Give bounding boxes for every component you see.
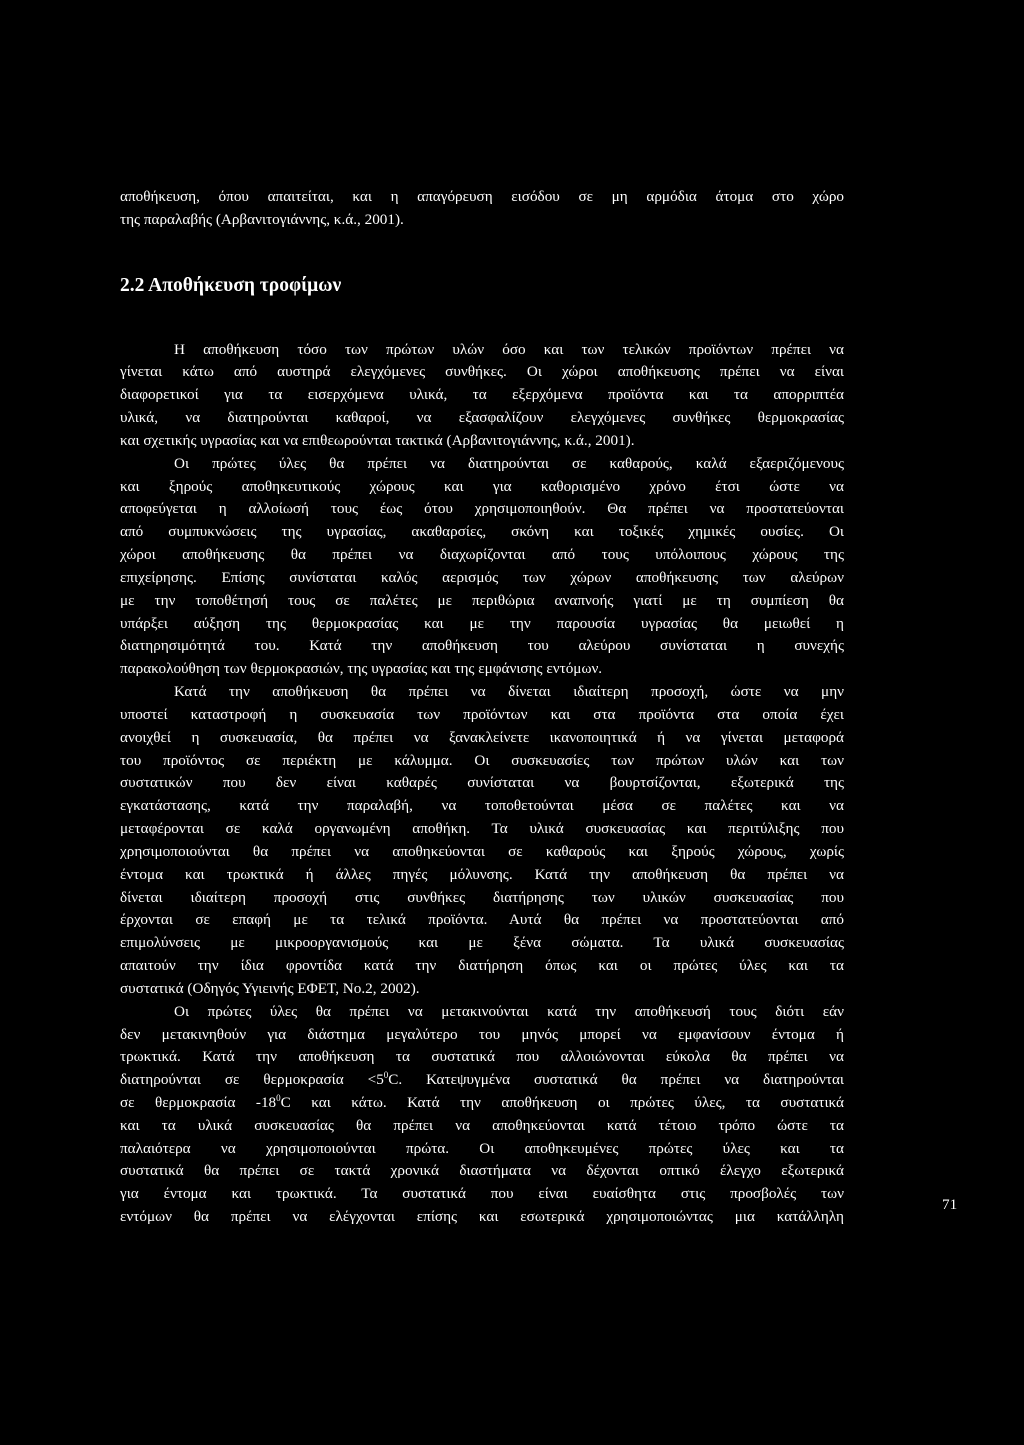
text-line: επιχείρησης. Επίσης συνίσταται καλός αερισμός των χώρων αποθήκευσης των αλεύρων <box>120 568 844 586</box>
text-fragment: διατηρούνται σε θερμοκρασία <5 <box>120 1071 384 1089</box>
text-line: με την τοποθέτησή τους σε παλέτες με περιθώρια αναπνοής γιατί με τη συμπίεση θα <box>120 591 844 609</box>
text-line: από συμπυκνώσεις της υγρασίας, ακαθαρσίες, σκόνη και τοξικές χημικές ουσίες. Οι <box>120 523 844 541</box>
section-heading: 2.2 Αποθήκευση τροφίμων <box>120 274 342 296</box>
superscript-degree: 0 <box>276 1092 281 1103</box>
text-line: αποθήκευση, όπου απαιτείται, και η απαγόρευση εισόδου σε μη αρμόδια άτομα στο χώρο <box>120 188 844 205</box>
text-line: ανοιχθεί η συσκευασία, θα πρέπει να ξανακλείνετε ικανοποιητικά ή να γίνεται μεταφορά <box>120 728 844 746</box>
text-line: εγκατάστασης, κατά την παραλαβή, να τοποθετούνται μέσα σε παλέτες και να <box>120 797 844 815</box>
text-fragment: σε θερμοκρασία -18 <box>120 1093 277 1111</box>
text-line: δίνεται ιδιαίτερη προσοχή στις συνθήκες διατήρησης των υλικών συσκευασίας που <box>120 888 844 906</box>
text-line: υλικά, να διατηρούνται καθαροί, να εξασφαλίζουν ελεγχόμενες συνθήκες θερμοκρασίας <box>120 409 844 427</box>
text-line: Κατά την αποθήκευση θα πρέπει να δίνεται ιδιαίτερη προσοχή, ώστε να μην <box>174 683 844 701</box>
text-line: δεν μετακινηθούν για διάστημα μεγαλύτερο του μηνός μπορεί να εμφανίσουν έντομα ή <box>120 1025 844 1043</box>
text-line: Οι πρώτες ύλες θα πρέπει να μετακινούνται κατά την αποθήκευσή τους διότι εάν <box>174 1002 844 1020</box>
text-line: απαιτούν την ίδια φροντίδα κατά την διατήρηση όπως και οι πρώτες ύλες και τα <box>120 957 844 975</box>
document-page <box>120 186 958 1229</box>
text-line: διαφορετικοί για τα εισερχόμενα υλικά, τα εξερχόμενα προϊόντα και τα απορριπτέα <box>120 386 844 404</box>
text-line: επιμολύνσεις με μικροοργανισμούς και με ξένα σώματα. Τα υλικά συσκευασίας <box>120 934 844 952</box>
text-line-with-superscript <box>120 1069 844 1092</box>
text-line: και ξηρούς αποθηκευτικούς χώρους και για καθορισμένο χρόνο έτσι ώστε να <box>120 477 844 495</box>
text-line: γίνεται κάτω από αυστηρά ελεγχόμενες συνθήκες. Οι χώροι αποθήκευσης πρέπει να είναι <box>120 363 844 381</box>
text-line: υποστεί καταστροφή η συσκευασία των προϊόντων και στα προϊόντα στα οποία έχει <box>120 705 844 723</box>
text-line: του προϊόντος σε περιέκτη με κάλυμμα. Οι συσκευασίες των πρώτων υλών και των <box>120 751 844 769</box>
text-line: υπάρξει αύξηση της θερμοκρασίας και με την παρουσία υγρασίας θα μειωθεί η <box>120 614 844 632</box>
text-line: της παραλαβής (Αρβανιτογιάννης, κ.ά., 2001). <box>120 210 404 228</box>
page-number: 71 <box>942 1196 958 1213</box>
text-line: μεταφέρονται σε καλά οργανωμένη αποθήκη. Τα υλικά συσκευασίας και περιτύλιξης που <box>120 820 844 838</box>
text-fragment: C. Κατεψυγμένα συστατικά θα πρέπει να διατηρούνται <box>388 1071 844 1089</box>
text-line: έρχονται σε επαφή με τα τελικά προϊόντα. Αυτά θα πρέπει να προστατεύονται από <box>120 911 844 929</box>
text-line: χρησιμοποιούνται θα πρέπει να αποθηκεύονται σε καθαρούς και ξηρούς χώρους, χωρίς <box>120 842 844 860</box>
text-line: συστατικών που δεν είναι καθαρές συνίσταται να βουρτσίζονται, εξωτερικά της <box>120 774 844 792</box>
superscript-degree: 0 <box>383 1070 389 1081</box>
text-line: Η αποθήκευση τόσο των πρώτων υλών όσο και των τελικών προϊόντων πρέπει να <box>174 340 844 358</box>
text-line: για έντομα και τρωκτικά. Τα συστατικά που είναι ευαίσθητα στις προσβολές των <box>120 1185 844 1203</box>
text-line: συστατικά (Οδηγός Υγιεινής ΕΦΕΤ, Νο.2, 2002). <box>120 979 420 997</box>
text-line: έντομα και τρωκτικά ή άλλες πηγές μόλυνσης. Κατά την αποθήκευση θα πρέπει να <box>120 865 844 883</box>
text-line: τρωκτικά. Κατά την αποθήκευση τα συστατικά που αλλοιώνονται εύκολα θα πρέπει να <box>120 1048 844 1066</box>
text-line: και τα υλικά συσκευασίας θα πρέπει να αποθηκεύονται κατά τέτοιο τρόπο ώστε τα <box>120 1116 844 1134</box>
text-line-with-superscript <box>120 1092 844 1115</box>
text-line: διατηρησιμότητά του. Κατά την αποθήκευση του αλεύρου συνίσταται η συνεχής <box>120 637 844 655</box>
text-line: και σχετικής υγρασίας και να επιθεωρούνται τακτικά (Αρβανιτογιάννης, κ.ά., 2001). <box>120 431 635 449</box>
text-fragment: C και κάτω. Κατά την αποθήκευση οι πρώτες ύλες, τα συστατικά <box>280 1093 845 1111</box>
text-line: συστατικά θα πρέπει σε τακτά χρονικά διαστήματα να δέχονται οπτικό έλεγχο εξωτερικά <box>120 1162 844 1180</box>
text-line: αποφεύγεται η αλλοίωσή τους έως ότου χρησιμοποιηθούν. Θα πρέπει να προστατεύονται <box>120 500 844 518</box>
text-line: Οι πρώτες ύλες θα πρέπει να διατηρούνται σε καθαρούς, καλά εξαεριζόμενους <box>174 454 844 472</box>
text-line: χώροι αποθήκευσης θα πρέπει να διαχωρίζονται από τους υπόλοιπους χώρους της <box>120 546 844 564</box>
text-line: παρακολούθηση των θερμοκρασιών, της υγρασίας και της εμφάνισης εντόμων. <box>120 660 603 678</box>
text-line: παλαιότερα να χρησιμοποιούνται πρώτα. Οι αποθηκευμένες πρώτες ύλες και τα <box>120 1139 844 1157</box>
text-line: εντόμων θα πρέπει να ελέγχονται επίσης και εσωτερικά χρησιμοποιώντας μια κατάλληλη <box>120 1208 844 1226</box>
